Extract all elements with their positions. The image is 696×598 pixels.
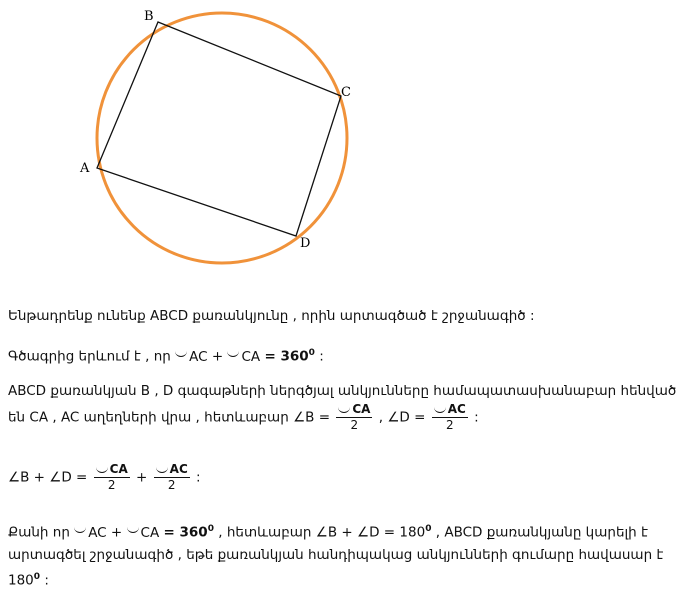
paragraph-5 [8,518,688,591]
paragraph-1 [8,305,688,327]
paragraph-2 [8,342,688,368]
arc-label-ca: CA [241,348,261,365]
fraction-denominator: 2 [445,418,454,432]
arc-symbol-ac [175,346,207,368]
arc-label-ac: AC [189,348,208,365]
fraction-numerator: AC [447,402,466,416]
equation-value: = 360 [163,524,208,541]
paragraph-1-text: Ենթադրենք ունենք ABCD քառանկյունը , որին արտագծած է շրջանագիծ : [8,308,535,324]
fraction-denominator: 2 [107,478,116,492]
paragraph-3-text: ABCD քառանկյան B , D գագաթների ներգծյալ անկյունները համապատասխանաբար հենված են CA , AC աղեղների վրա , հետևաբար [8,383,677,426]
arc-symbol-ac [434,402,466,417]
fraction-denominator: 2 [350,418,359,432]
degree-superscript: 0 [33,571,41,582]
angle-d-label: ∠D = [387,409,426,426]
degree-superscript: 0 [308,348,315,358]
arc-symbol-ca [127,522,160,544]
fraction-numerator: AC [169,462,188,476]
angle-sum-label: ∠B + ∠D = [8,469,88,486]
paragraph-4 [8,462,688,493]
arc-symbol-ca [338,402,370,417]
plus-sign: + [136,469,152,486]
vertex-label-a: A [80,161,90,176]
degree-superscript: 0 [425,524,432,534]
plus-sign: + [211,348,228,365]
vertex-label-b: B [144,9,154,24]
paragraph-3 [8,380,688,433]
separator: , [378,409,388,426]
fraction-ca-over-2 [336,402,372,433]
paragraph-2-prefix: Գծագրից երևում է , որ [8,348,176,365]
vertex-label-c: C [341,85,351,100]
circumscribed-circle [97,13,347,263]
arc-symbol-ac [74,522,106,544]
paragraph-5-rest: , ABCD քառանկյանը կարելի է արտագծել շրջանագիծ , եթե քառանկյան հանդիպակաց անկյունների գումարը հավասար է 180 [8,524,664,588]
arc-label-ac: AC [88,524,107,541]
paragraph-2-suffix: : [319,348,324,365]
arc-symbol-ac [156,462,188,477]
equation-value: = 360 [264,348,309,365]
paragraph-3-suffix: : [474,409,479,426]
arc-symbol-ca [96,462,128,477]
fraction-ac-over-2 [154,462,190,493]
quadrilateral-abcd [97,22,341,236]
paragraph-5-middle: , հետևաբար ∠B + ∠D = 180 [218,524,426,541]
paragraph-5-suffix: : [44,572,49,588]
arc-label-ca: CA [140,524,160,541]
paragraph-5-prefix: Քանի որ [8,524,75,541]
fraction-numerator: CA [352,402,371,416]
arc-symbol-ca [227,346,260,368]
fraction-ac-over-2 [432,402,468,433]
angle-b-label: ∠B = [293,409,331,426]
paragraph-4-suffix: : [196,469,201,486]
degree-superscript: 0 [207,524,214,534]
plus-sign: + [110,524,127,541]
fraction-numerator: CA [109,462,128,476]
inscribed-quadrilateral-figure [0,0,696,280]
fraction-denominator: 2 [167,478,176,492]
fraction-ca-over-2 [94,462,130,493]
vertex-label-d: D [300,236,311,251]
